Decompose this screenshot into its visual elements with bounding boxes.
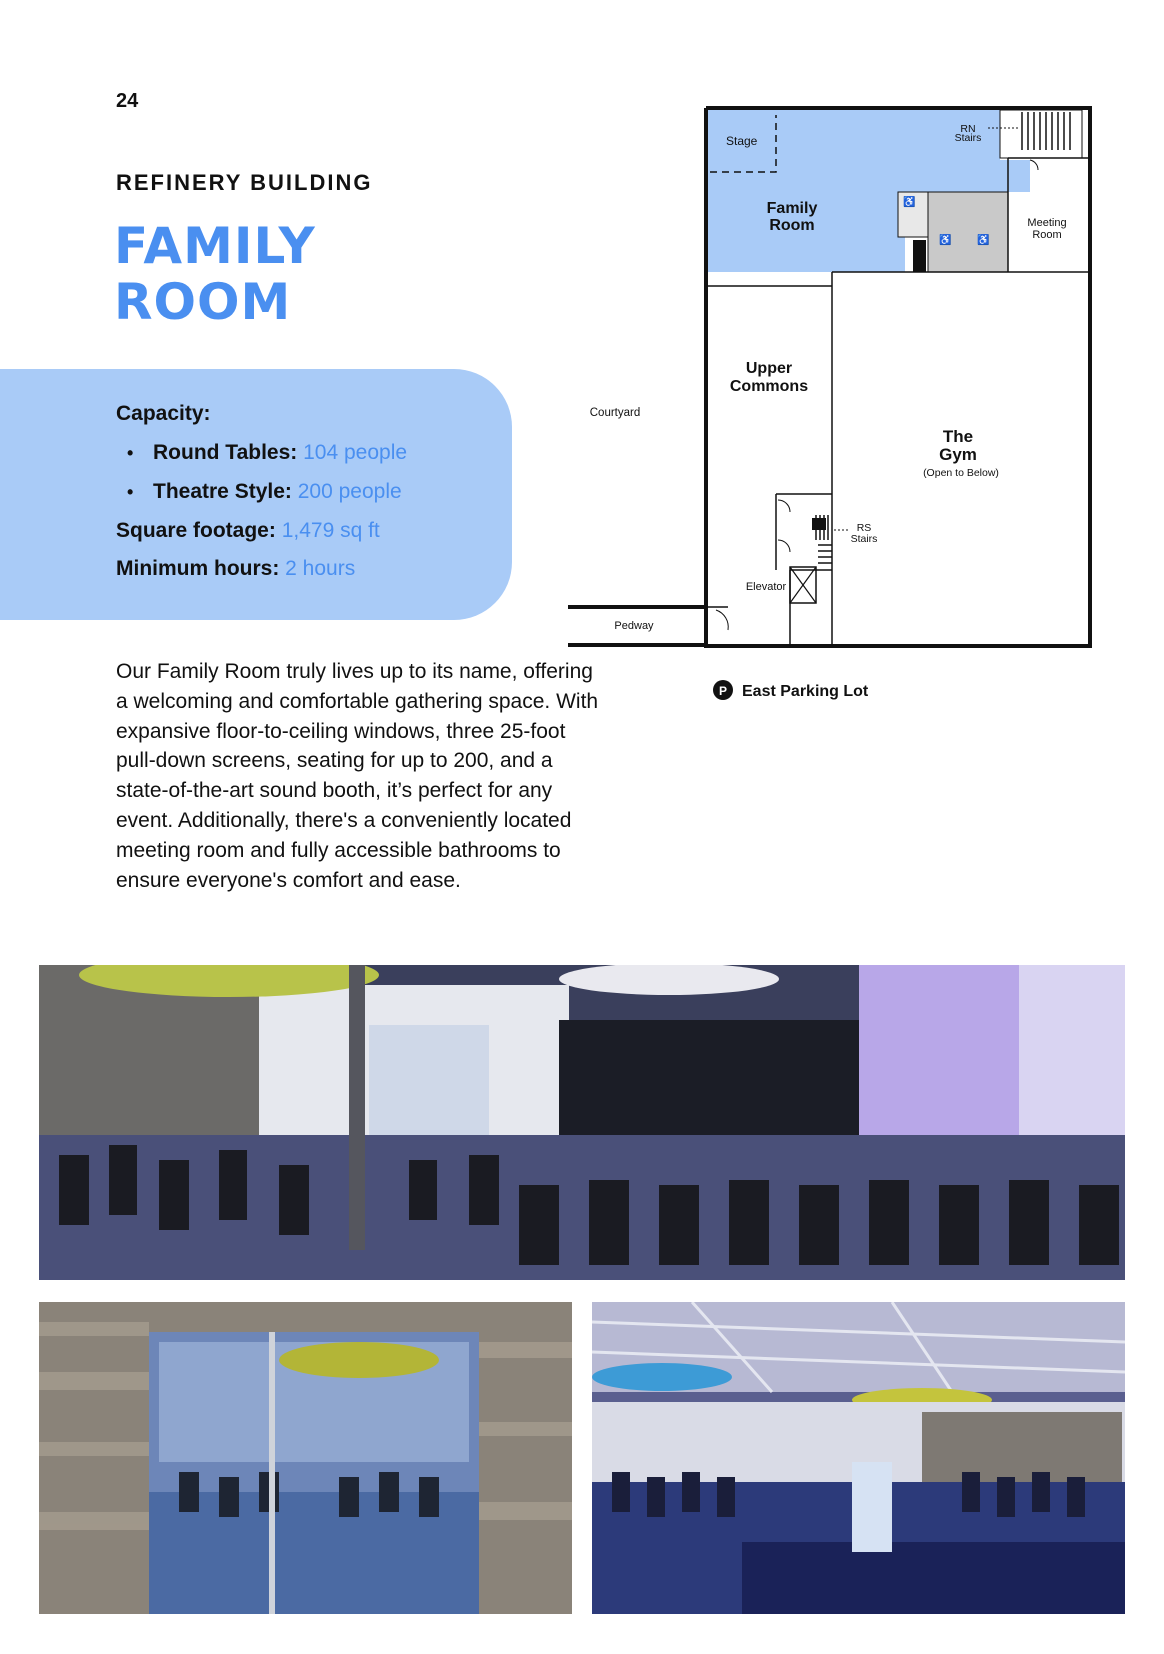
square-footage-label: Square footage:	[116, 519, 276, 542]
round-tables-value: 104 people	[303, 441, 408, 464]
restroom-icon: ♿	[977, 235, 990, 246]
courtyard-label: Courtyard	[589, 407, 641, 419]
rs-stairs-label: RS	[856, 522, 872, 534]
minimum-hours-label: Minimum hours:	[116, 557, 280, 580]
room-description: Our Family Room truly lives up to its name, offering a welcoming and comfortable gathering space. With expansive floor-to-ceiling windows, three 25-foot pull-down screens, seating for up to 200, and a state-of-the-art sound booth, it’s perfect for any event. Additionally, there's a conveniently located meeting room and fully accessible bathrooms to ensure everyone's comfort and ease.	[116, 660, 599, 892]
wall-segment	[913, 240, 926, 272]
upper-commons-label: Upper	[745, 360, 793, 377]
theatre-style-label: Theatre Style:	[153, 480, 292, 503]
rs-stairs-label: Stairs	[850, 533, 878, 545]
restroom-icon: ♿	[903, 197, 916, 208]
elevator-label: Elevator	[745, 581, 787, 593]
capacity-panel	[0, 369, 512, 620]
bullet-icon: •	[127, 482, 134, 502]
stair-landing	[812, 518, 826, 530]
floor-plan	[560, 100, 1120, 710]
meeting-room-label: Meeting	[1027, 217, 1067, 229]
stage-label: Stage	[726, 134, 758, 148]
pedway-label: Pedway	[614, 620, 654, 632]
family-room-label: Family	[766, 200, 818, 217]
minimum-hours-value: 2 hours	[285, 557, 356, 580]
gym-label: The	[942, 427, 974, 446]
minimum-hours-row	[116, 557, 355, 581]
photo-glass-doors	[39, 1302, 572, 1614]
round-tables-row	[153, 441, 407, 465]
rn-stairs-label: RN	[960, 123, 976, 135]
theatre-style-value: 200 people	[297, 480, 402, 503]
gym-note: (Open to Below)	[923, 467, 999, 479]
photo-stage-view	[592, 1302, 1125, 1614]
parking-icon-letter: P	[718, 684, 728, 698]
meeting-room-label: Room	[1032, 229, 1062, 241]
photo-family-room-theatre	[39, 965, 1125, 1280]
theatre-style-row	[153, 480, 402, 504]
square-footage-row	[116, 519, 380, 543]
bullet-icon: •	[127, 443, 134, 463]
page-number: 24	[116, 90, 139, 112]
round-tables-label: Round Tables:	[153, 441, 298, 464]
section-kicker: REFINERY BUILDING	[116, 170, 373, 195]
capacity-heading: Capacity:	[116, 402, 211, 425]
page-title	[114, 218, 316, 330]
restroom-icon: ♿	[939, 235, 952, 246]
gym-label: Gym	[939, 445, 977, 464]
square-footage-value: 1,479 sq ft	[281, 519, 380, 542]
parking-label: East Parking Lot	[742, 683, 869, 700]
page-title-line-2: ROOM	[114, 273, 292, 331]
page-title-line-1: FAMILY	[114, 217, 316, 275]
restroom-block	[928, 192, 1008, 272]
family-room-label: Room	[769, 217, 815, 234]
rn-stairs-label: Stairs	[954, 132, 982, 144]
upper-commons-label: Commons	[729, 378, 809, 395]
